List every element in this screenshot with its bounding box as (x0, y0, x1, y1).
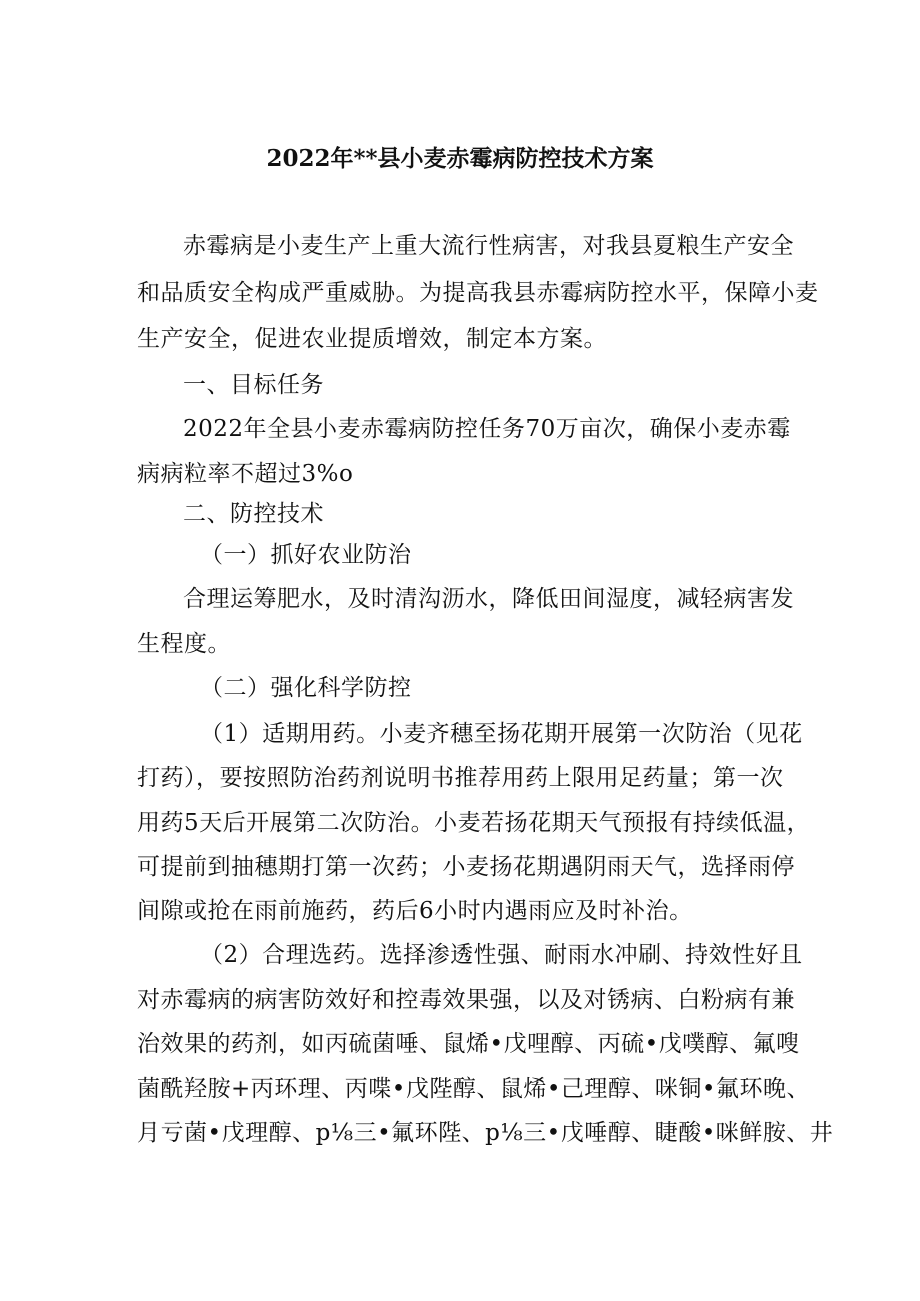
paragraph-line: 月亏菌•戊理醇、p⅛三•氟环陛、p⅛三•戊唾醇、睫酸•咪鲜胺、井 (137, 1120, 834, 1146)
paragraph-line: 病病粒率不超过3%o (137, 461, 354, 487)
paragraph-line: 菌酰羟胺+丙环理、丙喋•戊陛醇、鼠烯•己理醇、咪铜•氟环晚、 (137, 1076, 810, 1102)
paragraph-line: 用药5天后开展第二次防治。小麦若扬花期天气预报有持续低温， (137, 810, 811, 836)
subsection-heading: （一）抓好农业防治 (200, 542, 412, 568)
document-title: 2022年**县小麦赤霉病防控技术方案 (266, 145, 654, 172)
paragraph-line: 和品质安全构成严重威胁。为提高我县赤霉病防控水平，保障小麦 (137, 280, 819, 306)
paragraph-line: 打药），要按照防治药剂说明书推荐用药上限用足药量；第一次 (137, 765, 784, 791)
section-heading: 一、目标任务 (183, 372, 324, 398)
paragraph-line: 间隙或抢在雨前施药，药后6小时内遇雨应及时补治。 (137, 898, 693, 924)
paragraph-line: 2022年全县小麦赤霉病防控任务70万亩次，确保小麦赤霉 (183, 416, 791, 442)
paragraph-line: （2）合理选药。选择渗透性强、耐雨水冲刷、持效性好且 (200, 942, 803, 968)
paragraph-line: 对赤霉病的病害防效好和控毒效果强，以及对锈病、白粉病有兼 (137, 987, 795, 1013)
section-heading: 二、防控技术 (183, 501, 324, 527)
paragraph-line: （1）适期用药。小麦齐穗至扬花期开展第一次防治（见花 (200, 721, 803, 747)
paragraph-line: 生程度。 (137, 631, 231, 657)
subsection-heading: （二）强化科学防控 (200, 675, 412, 701)
paragraph-line: 治效果的药剂，如丙硫菌唾、鼠烯•戊哩醇、丙硫•戊噗醇、氟嗖 (137, 1031, 800, 1057)
paragraph-line: 可提前到抽穗期打第一次药；小麦扬花期遇阴雨天气，选择雨停 (137, 854, 795, 880)
paragraph-line: 生产安全，促进农业提质增效，制定本方案。 (137, 326, 607, 352)
paragraph-line: 合理运筹肥水，及时清沟沥水，降低田间湿度，减轻病害发 (183, 586, 794, 612)
paragraph-line: 赤霉病是小麦生产上重大流行性病害，对我县夏粮生产安全 (183, 233, 794, 259)
